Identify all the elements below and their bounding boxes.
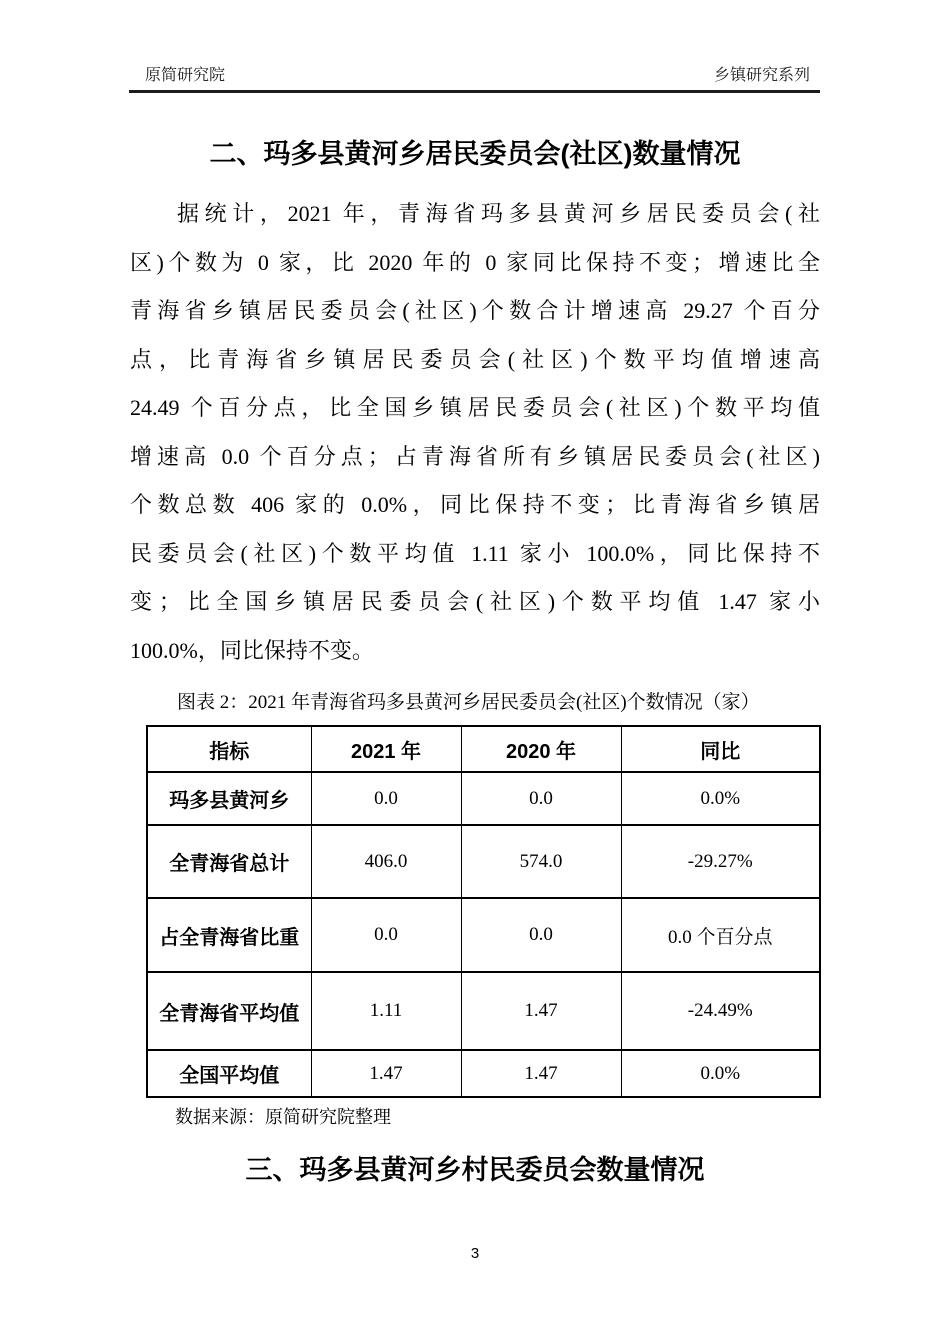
paragraph-line: 24.49 个百分点，比全国乡镇居民委员会(社区)个数平均值 [130,395,820,420]
body-paragraph [130,190,820,675]
value-yoy: 0.0 个百分点 [621,898,820,972]
table-row [147,825,820,898]
paragraph-line: 民委员会(社区)个数平均值 1.11 家小 100.0%，同比保持不 [130,540,820,566]
row-label: 玛多县黄河乡 [147,772,311,825]
table-row [147,898,820,972]
content-area [130,120,820,1190]
value-2021: 1.11 [311,972,461,1050]
value-yoy: -24.49% [621,972,820,1050]
section-3-title: 三、玛多县黄河乡村民委员会数量情况 [245,1155,705,1185]
table-row [147,972,820,1050]
column-header-2020: 2020 年 [461,726,621,772]
section-2-title: 二、玛多县黄河乡居民委员会(社区)数量情况 [209,139,741,169]
paragraph-line: 据统计，2021 年，青海省玛多县黄河乡居民委员会(社 [177,201,820,226]
paragraph-line: 变；比全国乡镇居民委员会(社区)个数平均值 1.47 家小 [130,589,820,614]
paragraph-line: 个数总数 406 家的 0.0%，同比保持不变；比青海省乡镇居 [130,492,820,517]
value-2020: 1.47 [461,1050,621,1097]
header-left-text: 原简研究院 [145,67,226,84]
value-yoy: 0.0% [621,1050,820,1097]
row-label: 全国平均值 [147,1050,311,1097]
value-yoy: 0.0% [621,772,820,825]
value-2021: 0.0 [311,772,461,825]
page-header [129,62,820,93]
table-row [147,1050,820,1097]
value-2020: 0.0 [461,772,621,825]
column-header-yoy: 同比 [621,726,820,772]
value-yoy: -29.27% [621,825,820,898]
column-header-indicator: 指标 [147,726,311,772]
figure-caption: 图表 2：2021 年青海省玛多县黄河乡居民委员会(社区)个数情况（家） [177,692,760,713]
value-2021: 406.0 [311,825,461,898]
row-label: 全青海省总计 [147,825,311,898]
value-2020: 1.47 [461,972,621,1050]
paragraph-line: 点，比青海省乡镇居民委员会(社区)个数平均值增速高 [130,346,820,372]
page-number: 3 [470,1245,480,1262]
table-row [147,772,820,825]
column-header-2021: 2021 年 [311,726,461,772]
paragraph-line: 增速高 0.0 个百分点；占青海省所有乡镇居民委员会(社区) [130,443,820,469]
value-2021: 1.47 [311,1050,461,1097]
value-2021: 0.0 [311,898,461,972]
value-2020: 574.0 [461,825,621,898]
paragraph-line: 100.0%，同比保持不变。 [130,637,374,663]
data-source-note: 数据来源：原简研究院整理 [175,1107,391,1127]
paragraph-line: 青海省乡镇居民委员会(社区)个数合计增速高 29.27 个百分 [130,298,820,323]
header-right-text: 乡镇研究系列 [713,67,810,84]
community-count-table [146,725,821,1098]
table-header-row [147,726,820,772]
row-label: 占全青海省比重 [147,898,311,972]
paragraph-line: 区)个数为 0 家，比 2020 年的 0 家同比保持不变；增速比全 [130,249,820,275]
value-2020: 0.0 [461,898,621,972]
row-label: 全青海省平均值 [147,972,311,1050]
